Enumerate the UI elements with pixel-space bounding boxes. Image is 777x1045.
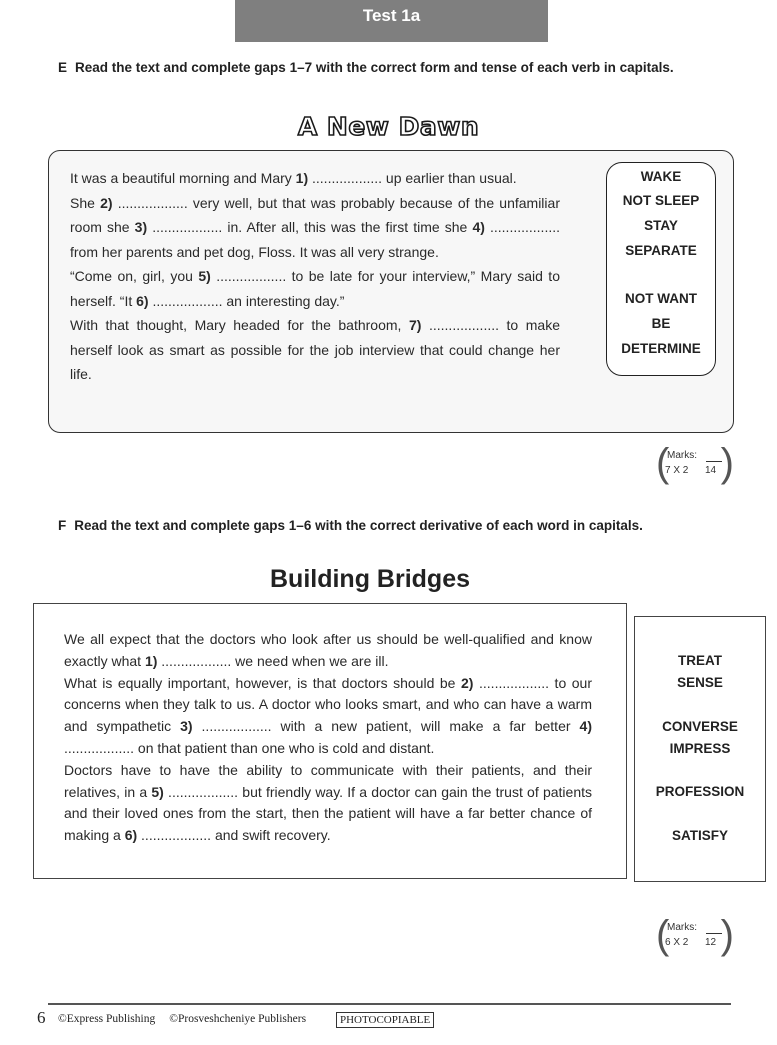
- publisher-express: ©Express Publishing: [58, 1013, 156, 1025]
- page-number: 6: [37, 1008, 46, 1027]
- marks-multiplier-f: 6 X 2: [665, 937, 689, 948]
- word-sense: SENSE: [677, 675, 723, 690]
- marks-total-f: 12: [705, 937, 717, 948]
- marks-total-e: 14: [705, 465, 717, 476]
- photocopiable-badge: PHOTOCOPIABLE: [336, 1012, 434, 1028]
- verb-not-sleep: NOT SLEEP: [622, 193, 700, 208]
- instruction-f: [58, 518, 643, 533]
- test-title-bar: [235, 0, 548, 42]
- word-treat: TREAT: [678, 653, 722, 668]
- passage-f-line-1: We all expect that the doctors who look after us should be well-qualified and know exactly what 1) .................. we need when we are ill.: [64, 631, 592, 669]
- section-letter-e: E: [58, 60, 68, 75]
- passage-title-building-bridges: Building Bridges: [270, 565, 470, 593]
- marks-box-f: ( Marks: 6 X 2 12 ): [656, 913, 734, 957]
- passage-e-line-1: It was a beautiful morning and Mary 1) .................. up earlier than usual.: [70, 170, 517, 186]
- passage-title-a-new-dawn: A New Dawn: [297, 112, 480, 141]
- word-box-f: [634, 616, 766, 882]
- verb-wake: WAKE: [640, 169, 682, 184]
- passage-f-line-3: Doctors have to have the ability to communicate with their patients, and their relatives, in a 5) .................. but friendly way. If a doctor can gain the trust of patients and their loved ones from the start, then the patient will have a far better chance of making a 6) .................. and swift recovery.: [64, 761, 592, 844]
- marks-label-f: Marks:: [667, 922, 697, 933]
- footer-divider: [48, 1003, 731, 1005]
- footer-publishers: [58, 1013, 306, 1025]
- publisher-prosveshcheniye: ©Prosveshcheniye Publishers: [169, 1013, 307, 1025]
- test-title: Test 1a: [362, 6, 421, 25]
- instruction-e: [58, 60, 674, 75]
- passage-e-line-4: With that thought, Mary headed for the bathroom, 7) .................. to make herself look as smart as possible for the job interview that could change her life.: [70, 317, 560, 382]
- verb-stay: STAY: [644, 218, 678, 233]
- passage-e-line-2: She 2) .................. very well, but that was probably because of the unfamiliar room she 3) .................. in. After all, this was the first time she 4) .................. from her parents and pet dog, Floss. It was all very strange.: [70, 194, 561, 260]
- word-impress: IMPRESS: [669, 741, 731, 756]
- instruction-f-text: Read the text and complete gaps 1–6 with the correct derivative of each word in capitals.: [74, 518, 643, 533]
- marks-multiplier-e: 7 X 2: [665, 465, 689, 476]
- instruction-e-text: Read the text and complete gaps 1–7 with the correct form and tense of each verb in capitals.: [75, 60, 674, 75]
- passage-text-e: [70, 166, 560, 387]
- section-letter-f: F: [58, 518, 67, 533]
- passage-text-f: [64, 629, 592, 847]
- verb-not-want: NOT WANT: [625, 291, 697, 306]
- word-profession: PROFESSION: [655, 784, 745, 799]
- verb-separate: SEPARATE: [625, 243, 697, 258]
- verb-be: BE: [651, 316, 671, 331]
- word-converse: CONVERSE: [662, 719, 738, 734]
- passage-e-line-3: “Come on, girl, you 5) .................. to be late for your interview,” Mary said to herself. “It 6) .................. an interesting day.”: [70, 268, 560, 309]
- marks-box-e: ( Marks: 7 X 2 14 ): [656, 441, 734, 485]
- verb-determine: DETERMINE: [621, 341, 701, 356]
- verb-box-e: [606, 162, 716, 376]
- passage-f-line-2: What is equally important, however, is that doctors should be 2) .................. to our concerns when they talk to us. A doctor who looks smart, and who can have a warm and sympathetic 3) .................. with a new patient, will make a far better 4) .................. on that patient than one who is cold and distant.: [64, 674, 593, 756]
- word-satisfy: SATISFY: [671, 828, 728, 843]
- marks-label-e: Marks:: [667, 450, 697, 461]
